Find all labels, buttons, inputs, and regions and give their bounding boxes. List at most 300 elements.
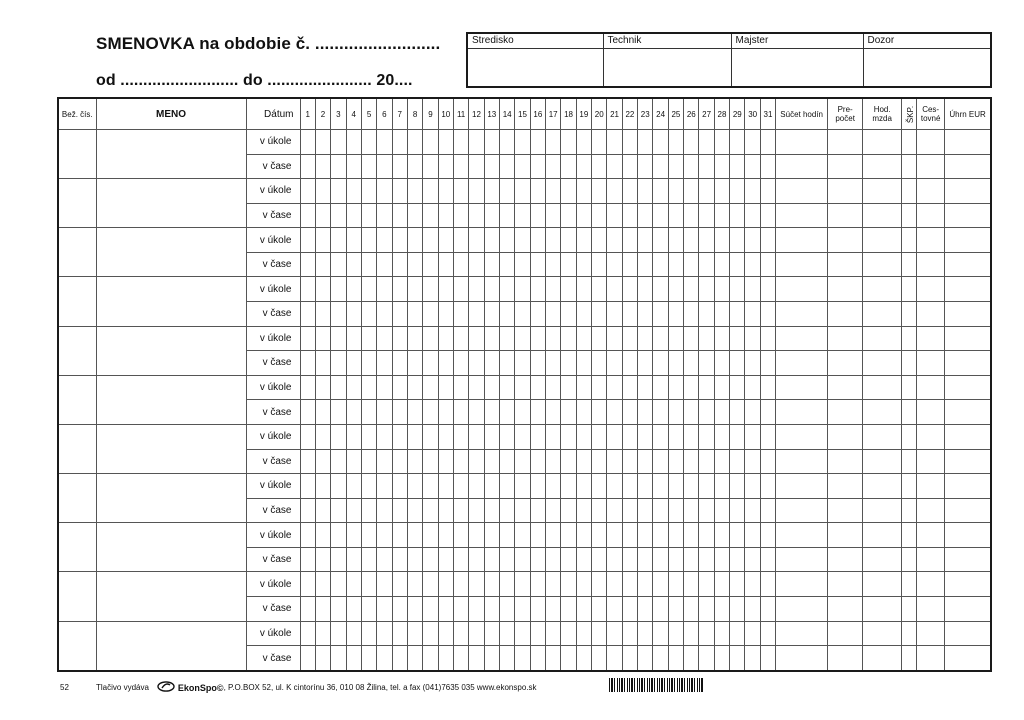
entry-cell[interactable] [423, 498, 438, 523]
entry-cell[interactable] [407, 547, 422, 572]
entry-cell[interactable] [315, 449, 330, 474]
entry-cell[interactable] [361, 474, 376, 499]
entry-cell[interactable] [469, 375, 484, 400]
entry-cell[interactable] [361, 424, 376, 449]
entry-cell[interactable] [668, 351, 683, 376]
entry-cell[interactable] [607, 646, 622, 671]
entry-cell[interactable] [745, 424, 760, 449]
entry-cell[interactable] [902, 326, 917, 351]
entry-cell[interactable] [300, 621, 315, 646]
entry-cell[interactable] [499, 326, 514, 351]
entry-cell[interactable] [622, 572, 637, 597]
entry-cell[interactable] [315, 523, 330, 548]
meno-cell[interactable] [96, 375, 246, 424]
entry-cell[interactable] [760, 424, 775, 449]
entry-cell[interactable] [668, 179, 683, 204]
entry-cell[interactable] [760, 375, 775, 400]
entry-cell[interactable] [902, 498, 917, 523]
entry-cell[interactable] [592, 326, 607, 351]
entry-cell[interactable] [438, 400, 453, 425]
entry-cell[interactable] [730, 424, 745, 449]
entry-cell[interactable] [638, 154, 653, 179]
entry-cell[interactable] [699, 203, 714, 228]
entry-cell[interactable] [576, 351, 591, 376]
entry-cell[interactable] [546, 621, 561, 646]
entry-cell[interactable] [760, 326, 775, 351]
entry-cell[interactable] [684, 523, 699, 548]
entry-cell[interactable] [407, 277, 422, 302]
entry-cell[interactable] [638, 277, 653, 302]
entry-cell[interactable] [576, 547, 591, 572]
entry-cell[interactable] [592, 523, 607, 548]
entry-cell[interactable] [760, 203, 775, 228]
entry-cell[interactable] [607, 596, 622, 621]
entry-cell[interactable] [530, 154, 545, 179]
entry-cell[interactable] [863, 154, 902, 179]
entry-cell[interactable] [863, 351, 902, 376]
entry-cell[interactable] [699, 547, 714, 572]
entry-cell[interactable] [776, 154, 828, 179]
entry-cell[interactable] [423, 302, 438, 327]
bez-cis-cell[interactable] [58, 572, 96, 621]
entry-cell[interactable] [453, 154, 468, 179]
entry-cell[interactable] [607, 375, 622, 400]
entry-cell[interactable] [499, 228, 514, 253]
entry-cell[interactable] [331, 621, 346, 646]
entry-cell[interactable] [607, 130, 622, 155]
entry-cell[interactable] [469, 302, 484, 327]
entry-cell[interactable] [546, 400, 561, 425]
meno-cell[interactable] [96, 523, 246, 572]
entry-cell[interactable] [499, 277, 514, 302]
entry-cell[interactable] [902, 277, 917, 302]
entry-cell[interactable] [730, 277, 745, 302]
entry-cell[interactable] [515, 547, 530, 572]
entry-cell[interactable] [331, 130, 346, 155]
entry-cell[interactable] [530, 277, 545, 302]
entry-cell[interactable] [300, 130, 315, 155]
entry-cell[interactable] [469, 523, 484, 548]
entry-cell[interactable] [945, 228, 991, 253]
entry-cell[interactable] [714, 449, 729, 474]
entry-cell[interactable] [714, 130, 729, 155]
entry-cell[interactable] [668, 277, 683, 302]
entry-cell[interactable] [917, 547, 945, 572]
entry-cell[interactable] [453, 203, 468, 228]
entry-cell[interactable] [484, 130, 499, 155]
entry-cell[interactable] [561, 326, 576, 351]
entry-cell[interactable] [902, 375, 917, 400]
meno-cell[interactable] [96, 474, 246, 523]
entry-cell[interactable] [902, 228, 917, 253]
entry-cell[interactable] [902, 203, 917, 228]
entry-cell[interactable] [902, 449, 917, 474]
entry-cell[interactable] [902, 547, 917, 572]
entry-cell[interactable] [361, 252, 376, 277]
entry-cell[interactable] [760, 449, 775, 474]
entry-cell[interactable] [945, 277, 991, 302]
entry-cell[interactable] [592, 572, 607, 597]
entry-cell[interactable] [377, 523, 392, 548]
meno-cell[interactable] [96, 130, 246, 179]
entry-cell[interactable] [607, 154, 622, 179]
entry-cell[interactable] [315, 400, 330, 425]
entry-cell[interactable] [469, 449, 484, 474]
entry-cell[interactable] [499, 547, 514, 572]
entry-cell[interactable] [453, 228, 468, 253]
entry-cell[interactable] [438, 277, 453, 302]
entry-cell[interactable] [776, 375, 828, 400]
entry-cell[interactable] [300, 646, 315, 671]
entry-cell[interactable] [315, 596, 330, 621]
entry-cell[interactable] [469, 179, 484, 204]
entry-cell[interactable] [546, 203, 561, 228]
entry-cell[interactable] [745, 572, 760, 597]
entry-cell[interactable] [945, 596, 991, 621]
entry-cell[interactable] [902, 424, 917, 449]
entry-cell[interactable] [530, 203, 545, 228]
entry-cell[interactable] [315, 351, 330, 376]
entry-cell[interactable] [776, 596, 828, 621]
entry-cell[interactable] [377, 375, 392, 400]
entry-cell[interactable] [760, 572, 775, 597]
entry-cell[interactable] [576, 621, 591, 646]
entry-cell[interactable] [863, 375, 902, 400]
entry-cell[interactable] [423, 474, 438, 499]
entry-cell[interactable] [714, 252, 729, 277]
entry-cell[interactable] [776, 203, 828, 228]
entry-cell[interactable] [917, 646, 945, 671]
entry-cell[interactable] [638, 351, 653, 376]
entry-cell[interactable] [407, 252, 422, 277]
entry-cell[interactable] [745, 621, 760, 646]
entry-cell[interactable] [530, 351, 545, 376]
entry-cell[interactable] [377, 179, 392, 204]
entry-cell[interactable] [902, 646, 917, 671]
entry-cell[interactable] [361, 572, 376, 597]
entry-cell[interactable] [515, 498, 530, 523]
entry-cell[interactable] [530, 449, 545, 474]
entry-cell[interactable] [760, 351, 775, 376]
entry-cell[interactable] [530, 424, 545, 449]
entry-cell[interactable] [668, 302, 683, 327]
entry-cell[interactable] [438, 523, 453, 548]
entry-cell[interactable] [561, 424, 576, 449]
entry-cell[interactable] [377, 646, 392, 671]
entry-cell[interactable] [469, 400, 484, 425]
entry-cell[interactable] [361, 523, 376, 548]
entry-cell[interactable] [392, 474, 407, 499]
bez-cis-cell[interactable] [58, 179, 96, 228]
entry-cell[interactable] [622, 302, 637, 327]
entry-cell[interactable] [917, 424, 945, 449]
entry-cell[interactable] [484, 154, 499, 179]
entry-cell[interactable] [392, 449, 407, 474]
entry-cell[interactable] [315, 228, 330, 253]
entry-cell[interactable] [576, 596, 591, 621]
entry-cell[interactable] [515, 326, 530, 351]
entry-cell[interactable] [530, 130, 545, 155]
entry-cell[interactable] [484, 646, 499, 671]
entry-cell[interactable] [576, 302, 591, 327]
entry-cell[interactable] [576, 179, 591, 204]
entry-cell[interactable] [592, 400, 607, 425]
entry-cell[interactable] [546, 596, 561, 621]
entry-cell[interactable] [745, 351, 760, 376]
entry-cell[interactable] [499, 179, 514, 204]
entry-cell[interactable] [315, 203, 330, 228]
entry-cell[interactable] [377, 228, 392, 253]
entry-cell[interactable] [638, 449, 653, 474]
entry-cell[interactable] [945, 449, 991, 474]
entry-cell[interactable] [546, 646, 561, 671]
entry-cell[interactable] [546, 498, 561, 523]
entry-cell[interactable] [902, 351, 917, 376]
entry-cell[interactable] [945, 498, 991, 523]
entry-cell[interactable] [902, 523, 917, 548]
entry-cell[interactable] [607, 498, 622, 523]
entry-cell[interactable] [515, 130, 530, 155]
entry-cell[interactable] [361, 277, 376, 302]
bez-cis-cell[interactable] [58, 326, 96, 375]
meno-cell[interactable] [96, 621, 246, 671]
entry-cell[interactable] [607, 302, 622, 327]
entry-cell[interactable] [776, 326, 828, 351]
entry-cell[interactable] [530, 498, 545, 523]
entry-cell[interactable] [515, 596, 530, 621]
entry-cell[interactable] [499, 596, 514, 621]
entry-cell[interactable] [546, 351, 561, 376]
entry-cell[interactable] [607, 547, 622, 572]
entry-cell[interactable] [484, 277, 499, 302]
entry-cell[interactable] [392, 596, 407, 621]
entry-cell[interactable] [622, 596, 637, 621]
entry-cell[interactable] [377, 326, 392, 351]
entry-cell[interactable] [315, 302, 330, 327]
entry-cell[interactable] [699, 228, 714, 253]
entry-cell[interactable] [622, 277, 637, 302]
entry-cell[interactable] [699, 498, 714, 523]
entry-cell[interactable] [576, 277, 591, 302]
entry-cell[interactable] [668, 498, 683, 523]
entry-cell[interactable] [469, 621, 484, 646]
entry-cell[interactable] [730, 498, 745, 523]
entry-cell[interactable] [361, 228, 376, 253]
bez-cis-cell[interactable] [58, 474, 96, 523]
entry-cell[interactable] [863, 326, 902, 351]
entry-cell[interactable] [300, 154, 315, 179]
entry-cell[interactable] [392, 277, 407, 302]
entry-cell[interactable] [622, 375, 637, 400]
entry-cell[interactable] [346, 523, 361, 548]
entry-cell[interactable] [863, 400, 902, 425]
entry-cell[interactable] [361, 351, 376, 376]
entry-cell[interactable] [653, 596, 668, 621]
entry-cell[interactable] [684, 449, 699, 474]
entry-cell[interactable] [730, 474, 745, 499]
entry-cell[interactable] [300, 449, 315, 474]
entry-cell[interactable] [392, 351, 407, 376]
entry-cell[interactable] [377, 498, 392, 523]
entry-cell[interactable] [760, 228, 775, 253]
entry-cell[interactable] [684, 375, 699, 400]
entry-cell[interactable] [576, 449, 591, 474]
entry-cell[interactable] [361, 302, 376, 327]
entry-cell[interactable] [917, 351, 945, 376]
entry-cell[interactable] [407, 326, 422, 351]
entry-cell[interactable] [638, 179, 653, 204]
entry-cell[interactable] [515, 277, 530, 302]
entry-cell[interactable] [407, 646, 422, 671]
entry-cell[interactable] [592, 203, 607, 228]
entry-cell[interactable] [760, 400, 775, 425]
entry-cell[interactable] [331, 302, 346, 327]
entry-cell[interactable] [745, 596, 760, 621]
entry-cell[interactable] [499, 154, 514, 179]
entry-cell[interactable] [592, 302, 607, 327]
entry-cell[interactable] [469, 572, 484, 597]
meno-cell[interactable] [96, 228, 246, 277]
entry-cell[interactable] [745, 203, 760, 228]
entry-cell[interactable] [699, 179, 714, 204]
entry-cell[interactable] [561, 400, 576, 425]
entry-cell[interactable] [945, 326, 991, 351]
entry-cell[interactable] [300, 302, 315, 327]
entry-cell[interactable] [945, 646, 991, 671]
entry-cell[interactable] [760, 547, 775, 572]
entry-cell[interactable] [638, 228, 653, 253]
entry-cell[interactable] [499, 449, 514, 474]
entry-cell[interactable] [576, 646, 591, 671]
stredisko-field[interactable] [468, 49, 603, 87]
entry-cell[interactable] [745, 498, 760, 523]
entry-cell[interactable] [453, 523, 468, 548]
entry-cell[interactable] [730, 351, 745, 376]
entry-cell[interactable] [453, 326, 468, 351]
entry-cell[interactable] [776, 130, 828, 155]
entry-cell[interactable] [863, 498, 902, 523]
entry-cell[interactable] [315, 179, 330, 204]
entry-cell[interactable] [684, 400, 699, 425]
entry-cell[interactable] [622, 498, 637, 523]
entry-cell[interactable] [423, 277, 438, 302]
entry-cell[interactable] [863, 523, 902, 548]
entry-cell[interactable] [760, 646, 775, 671]
entry-cell[interactable] [561, 375, 576, 400]
entry-cell[interactable] [484, 449, 499, 474]
entry-cell[interactable] [828, 498, 863, 523]
entry-cell[interactable] [453, 621, 468, 646]
dozor-field[interactable] [863, 49, 990, 87]
entry-cell[interactable] [515, 302, 530, 327]
entry-cell[interactable] [484, 400, 499, 425]
entry-cell[interactable] [438, 646, 453, 671]
entry-cell[interactable] [684, 277, 699, 302]
entry-cell[interactable] [438, 375, 453, 400]
entry-cell[interactable] [361, 547, 376, 572]
entry-cell[interactable] [730, 400, 745, 425]
entry-cell[interactable] [300, 523, 315, 548]
entry-cell[interactable] [453, 449, 468, 474]
entry-cell[interactable] [828, 179, 863, 204]
entry-cell[interactable] [392, 621, 407, 646]
meno-cell[interactable] [96, 572, 246, 621]
entry-cell[interactable] [361, 400, 376, 425]
entry-cell[interactable] [315, 130, 330, 155]
entry-cell[interactable] [453, 474, 468, 499]
entry-cell[interactable] [315, 498, 330, 523]
entry-cell[interactable] [438, 474, 453, 499]
entry-cell[interactable] [546, 547, 561, 572]
entry-cell[interactable] [561, 621, 576, 646]
entry-cell[interactable] [546, 523, 561, 548]
entry-cell[interactable] [607, 572, 622, 597]
entry-cell[interactable] [607, 228, 622, 253]
entry-cell[interactable] [668, 203, 683, 228]
entry-cell[interactable] [423, 424, 438, 449]
entry-cell[interactable] [346, 474, 361, 499]
entry-cell[interactable] [684, 326, 699, 351]
entry-cell[interactable] [622, 203, 637, 228]
entry-cell[interactable] [592, 154, 607, 179]
entry-cell[interactable] [423, 351, 438, 376]
entry-cell[interactable] [300, 400, 315, 425]
entry-cell[interactable] [453, 277, 468, 302]
entry-cell[interactable] [407, 449, 422, 474]
entry-cell[interactable] [714, 474, 729, 499]
entry-cell[interactable] [638, 424, 653, 449]
entry-cell[interactable] [730, 621, 745, 646]
entry-cell[interactable] [668, 474, 683, 499]
entry-cell[interactable] [776, 302, 828, 327]
entry-cell[interactable] [684, 130, 699, 155]
entry-cell[interactable] [515, 154, 530, 179]
entry-cell[interactable] [484, 351, 499, 376]
entry-cell[interactable] [361, 130, 376, 155]
entry-cell[interactable] [699, 449, 714, 474]
entry-cell[interactable] [453, 646, 468, 671]
entry-cell[interactable] [917, 277, 945, 302]
entry-cell[interactable] [760, 474, 775, 499]
entry-cell[interactable] [902, 154, 917, 179]
entry-cell[interactable] [592, 130, 607, 155]
entry-cell[interactable] [653, 449, 668, 474]
entry-cell[interactable] [546, 277, 561, 302]
entry-cell[interactable] [917, 621, 945, 646]
entry-cell[interactable] [668, 523, 683, 548]
entry-cell[interactable] [699, 424, 714, 449]
entry-cell[interactable] [469, 646, 484, 671]
entry-cell[interactable] [438, 424, 453, 449]
entry-cell[interactable] [407, 572, 422, 597]
entry-cell[interactable] [315, 621, 330, 646]
entry-cell[interactable] [607, 474, 622, 499]
entry-cell[interactable] [684, 424, 699, 449]
entry-cell[interactable] [546, 375, 561, 400]
entry-cell[interactable] [592, 547, 607, 572]
entry-cell[interactable] [423, 130, 438, 155]
entry-cell[interactable] [653, 154, 668, 179]
entry-cell[interactable] [300, 596, 315, 621]
entry-cell[interactable] [453, 252, 468, 277]
entry-cell[interactable] [592, 621, 607, 646]
entry-cell[interactable] [331, 400, 346, 425]
entry-cell[interactable] [638, 596, 653, 621]
entry-cell[interactable] [945, 523, 991, 548]
entry-cell[interactable] [407, 154, 422, 179]
entry-cell[interactable] [530, 474, 545, 499]
entry-cell[interactable] [438, 621, 453, 646]
